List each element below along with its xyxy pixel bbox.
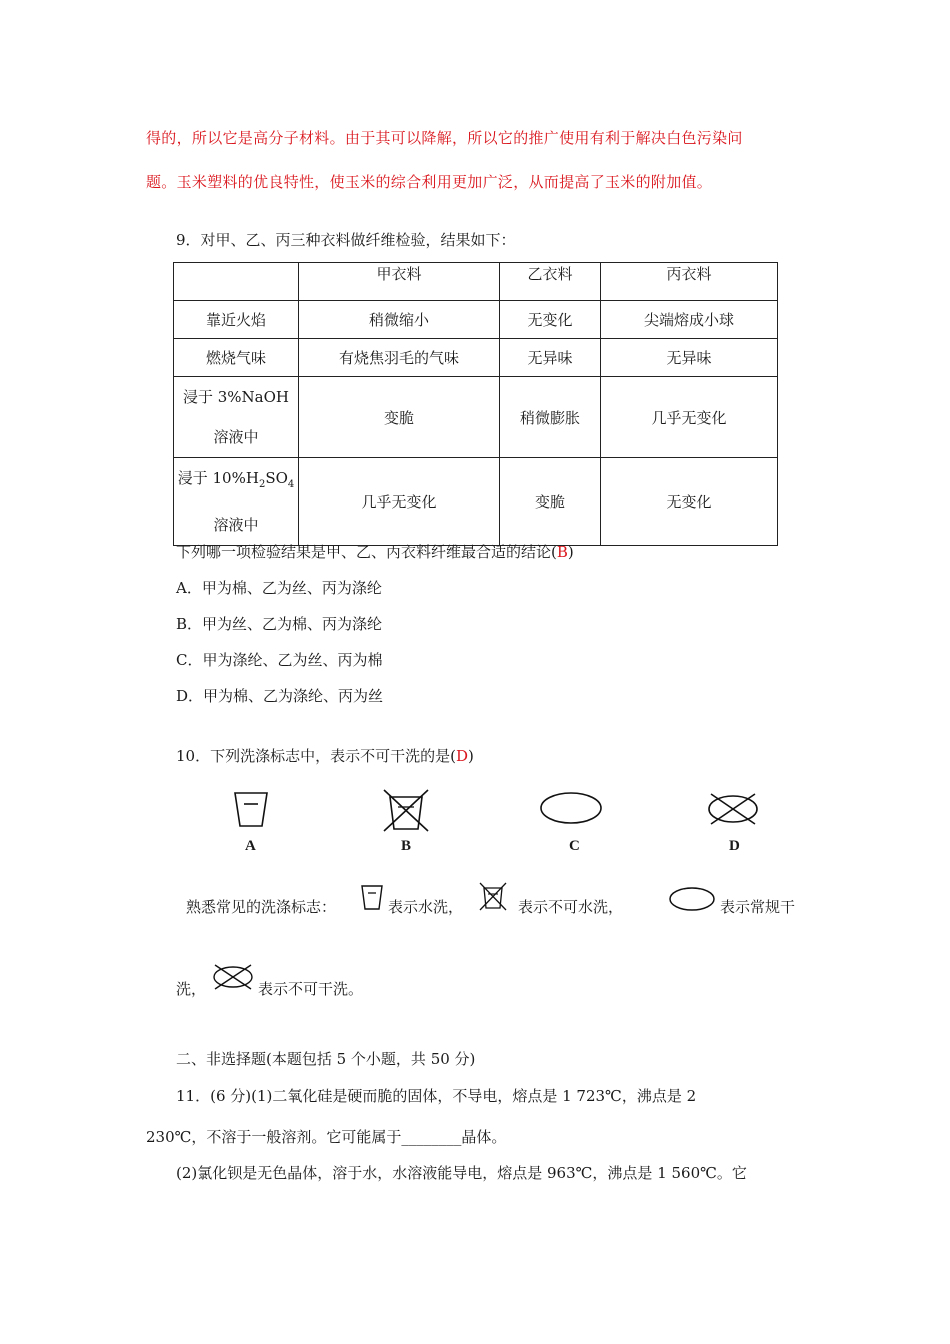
dry-clean-icon [538, 790, 604, 826]
subscript: 2 [258, 479, 266, 490]
label-text: SO [265, 469, 288, 487]
table-row-label [174, 377, 299, 458]
no-dry-clean-icon [210, 962, 256, 992]
q10-stem-text: 10．下列洗涤标志中，表示不可干洗的是( [176, 747, 456, 765]
q9-option-c: C．甲为涤纶、乙为丝、丙为棉 [176, 651, 383, 669]
table-header-cell: 乙衣料 [500, 263, 601, 301]
no-wash-icon [477, 880, 509, 912]
table-row [174, 377, 778, 458]
table-row-label-line [174, 458, 298, 505]
table-cell: 有烧焦羽毛的气味 [299, 339, 500, 377]
q9-stem: 9．对甲、乙、丙三种衣料做纤维检验，结果如下： [176, 231, 516, 249]
symbol-label-c: C [569, 838, 580, 854]
q10-answer: D [455, 747, 468, 765]
table-cell: 几乎无变化 [601, 377, 778, 458]
section-2-title: 二、非选择题(本题包括 5 个小题，共 50 分) [176, 1050, 476, 1068]
table-cell: 稍微缩小 [299, 301, 500, 339]
table-cell: 无异味 [601, 339, 778, 377]
q10-explain-dry-clean-cont: 洗， [176, 980, 207, 998]
table-cell: 尖端熔成小球 [601, 301, 778, 339]
q9-question-text: 下列哪一项检验结果是甲、乙、丙衣料纤维最合适的结论( [176, 543, 557, 561]
table-cell: 变脆 [299, 377, 500, 458]
wash-tub-icon [232, 790, 270, 830]
q9-option-d: D．甲为棉、乙为涤纶、丙为丝 [176, 687, 384, 705]
q10-close-paren: ) [467, 747, 474, 765]
table-row [174, 301, 778, 339]
wash-tub-icon [360, 884, 384, 912]
table-row-label: 靠近火焰 [174, 301, 299, 339]
q10-explain-dry-clean: 表示常规干 [720, 898, 796, 916]
q9-option-b: B．甲为丝、乙为棉、丙为涤纶 [176, 615, 383, 633]
q10-stem [176, 745, 474, 766]
q9-answer: B [556, 543, 568, 561]
q9-option-a: A．甲为棉、乙为丝、丙为涤纶 [176, 579, 382, 597]
symbol-label-b: B [401, 838, 412, 854]
table-cell: 无变化 [500, 301, 601, 339]
q10-explain-wash: 表示水洗， [388, 898, 464, 916]
red-note-line-1: 得的，所以它是高分子材料。由于其可以降解，所以它的推广使用有利于解决白色污染问 [146, 129, 743, 147]
table-cell: 无变化 [601, 458, 778, 546]
table-row [174, 339, 778, 377]
table-cell: 变脆 [500, 458, 601, 546]
dry-clean-icon [668, 885, 716, 913]
q10-explain-no-wash: 表示不可水洗， [518, 898, 624, 916]
table-row-label-line: 溶液中 [213, 428, 259, 446]
table-row-label-line: 溶液中 [213, 516, 259, 534]
q11-line-3: (2)氯化钡是无色晶体，溶于水，水溶液能导电，熔点是 963℃，沸点是 1 560℃。它 [176, 1164, 747, 1182]
no-dry-clean-icon [703, 790, 763, 828]
table-row-label [174, 458, 299, 546]
q9-question [176, 541, 574, 562]
table-row [174, 458, 778, 546]
q10-explain-lead: 熟悉常见的洗涤标志： [186, 898, 337, 916]
q11-line-2: 230℃，不溶于一般溶剂。它可能属于________晶体。 [146, 1128, 507, 1146]
label-text: 浸于 10%H [177, 469, 259, 487]
q11-line-1: 11．(6 分)(1)二氧化硅是硬而脆的固体，不导电，熔点是 1 723℃，沸点是 2 [176, 1087, 697, 1105]
subscript: 4 [287, 479, 295, 490]
table-cell: 无异味 [500, 339, 601, 377]
table-cell: 稍微膨胀 [500, 377, 601, 458]
symbol-label-a: A [245, 838, 256, 854]
table-header-row [174, 263, 778, 301]
q10-explain-no-dry-clean: 表示不可干洗。 [258, 980, 364, 998]
table-cell: 几乎无变化 [299, 458, 500, 546]
fiber-test-table [173, 262, 778, 546]
red-note-line-2: 题。玉米塑料的优良特性，使玉米的综合利用更加广泛，从而提高了玉米的附加值。 [146, 173, 713, 191]
table-header-cell: 丙衣料 [601, 263, 778, 301]
table-header-cell [174, 263, 299, 301]
q9-close-paren: ) [567, 543, 574, 561]
symbol-label-d: D [729, 838, 740, 854]
table-row-label: 燃烧气味 [174, 339, 299, 377]
table-row-label-line: 浸于 3%NaOH [182, 388, 289, 406]
table-header-cell: 甲衣料 [299, 263, 500, 301]
no-wash-icon [380, 787, 432, 833]
